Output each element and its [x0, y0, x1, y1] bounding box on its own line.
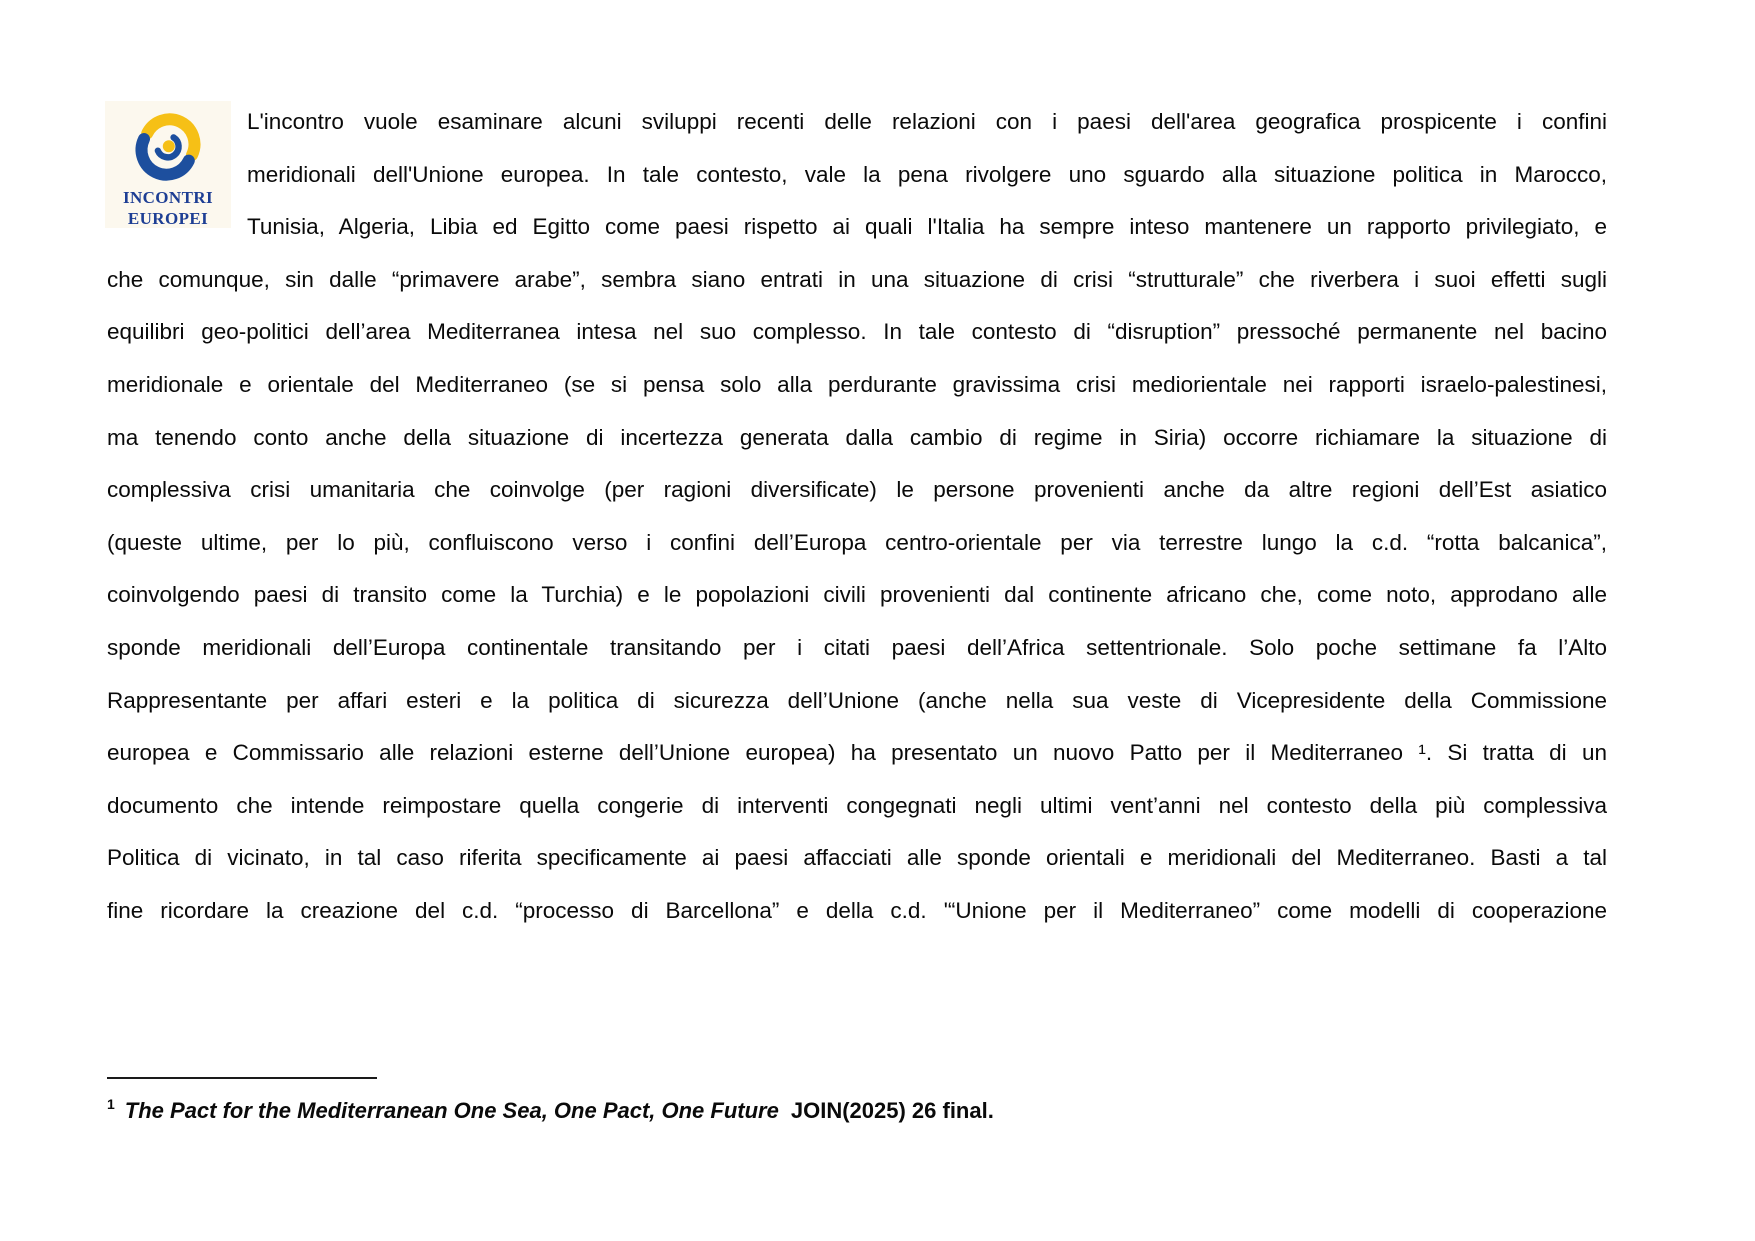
- text-line: sponde meridionali dell’Europa continentale transitando per i citati paesi dell’Africa settentrionale. Solo poche settimane fa l’Alto: [107, 634, 1607, 660]
- text-line: (queste ultime, per lo più, confluiscono verso i confini dell’Europa centro-orientale per via terrestre lungo la c.d. “rotta balcanica”,: [107, 529, 1607, 555]
- footnote-marker: 1: [107, 1096, 115, 1112]
- text-line: fine ricordare la creazione del c.d. “processo di Barcellona” e della c.d. '“Unione per il Mediterraneo” come modelli di cooperazione: [107, 897, 1607, 923]
- text-line: complessiva crisi umanitaria che coinvolge (per ragioni diversificate) le persone provenienti anche da altre regioni dell’Est asiatico: [107, 477, 1607, 503]
- footnote-reference: JOIN(2025) 26 final.: [790, 1098, 994, 1123]
- logo-text-line-2: EUROPEI: [127, 209, 209, 228]
- body-paragraph: [107, 96, 1607, 938]
- footnote: [107, 1090, 1607, 1125]
- text-line: equilibri geo-politici dell’area Mediterranea intesa nel suo complesso. In tale contesto di “disruption” pressoché permanente nel bacino: [107, 319, 1607, 345]
- text-line: ma tenendo conto anche della situazione di incertezza generata dalla cambio di regime in Siria) occorre richiamare la situazione di: [107, 424, 1607, 450]
- text-line: Tunisia, Algeria, Libia ed Egitto come paesi rispetto ai quali l'Italia ha sempre inteso mantenere un rapporto privilegiato, e: [247, 214, 1607, 240]
- text-line: Rappresentante per affari esteri e la politica di sicurezza dell’Unione (anche nella sua veste di Vicepresidente della Commissione: [107, 687, 1607, 713]
- text-line: che comunque, sin dalle “primavere arabe”, sembra siano entrati in una situazione di crisi “strutturale” che riverbera i suoi effetti sugli: [107, 266, 1607, 292]
- text-line: meridionale e orientale del Mediterraneo (se si pensa solo alla perdurante gravissima crisi mediorientale nei rapporti israelo-palestinesi,: [107, 371, 1607, 397]
- text-line: coinvolgendo paesi di transito come la Turchia) e le popolazioni civili provenienti dal continente africano che, come noto, approdano alle: [107, 582, 1607, 608]
- footnote-title: The Pact for the Mediterranean One Sea, One Pact, One Future: [124, 1098, 779, 1123]
- text-line: meridionali dell'Unione europea. In tale contesto, vale la pena rivolgere uno sguardo alla situazione politica in Marocco,: [247, 161, 1607, 187]
- logo-text-line-1: INCONTRI: [122, 188, 214, 207]
- text-line: Politica di vicinato, in tal caso riferita specificamente ai paesi affacciati alle sponde orientali e meridionali del Mediterraneo. Basti a tal: [107, 845, 1607, 871]
- text-line: europea e Commissario alle relazioni esterne dell’Unione europea) ha presentato un nuovo Patto per il Mediterraneo ¹. Si tratta di un: [107, 740, 1607, 766]
- footnote-separator-rule: [107, 1077, 377, 1079]
- text-line: documento che intende reimpostare quella congerie di interventi congegnati negli ultimi vent’anni nel contesto della più complessiva: [107, 792, 1607, 818]
- text-line: L'incontro vuole esaminare alcuni sviluppi recenti delle relazioni con i paesi dell'area geografica prospicente i confini: [247, 109, 1607, 134]
